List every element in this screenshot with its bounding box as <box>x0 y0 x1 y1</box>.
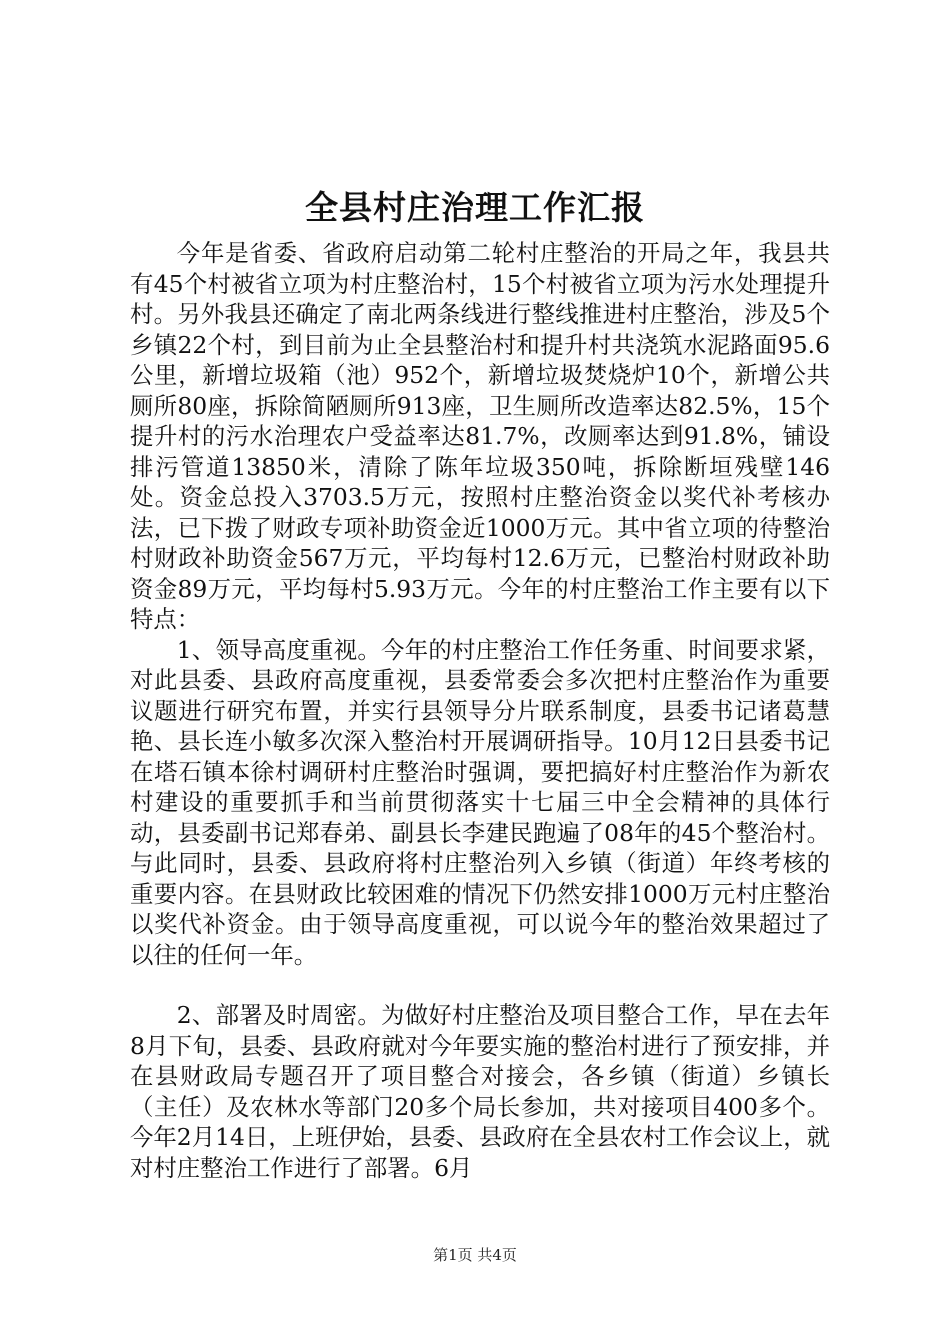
paragraph-intro: 今年是省委、省政府启动第二轮村庄整治的开局之年，我县共有45个村被省立项为村庄整治村，15个村被省立项为污水处理提升村。另外我县还确定了南北两条线进行整线推进村庄整治，涉及5个乡镇22个村，到目前为止全县整治村和提升村共浇筑水泥路面95.6公里，新增垃圾箱（池）952个，新增垃圾焚烧炉10个，新增公共厕所80座，拆除简陋厕所913座，卫生厕所改造率达82.5%，15个提升村的污水治理农户受益率达81.7%，改厕率达到91.8%，铺设排污管道13850米，清除了陈年垃圾350吨，拆除断垣残壁146处。资金总投入3703.5万元，按照村庄整治资金以奖代补考核办法，已下拨了财政专项补助资金近1000万元。其中省立项的待整治村财政补助资金567万元，平均每村12.6万元，已整治村财政补助资金89万元，平均每村5.93万元。今年的村庄整治工作主要有以下特点： <box>130 239 830 633</box>
paragraph-deployment: 2、部署及时周密。为做好村庄整治及项目整合工作，早在去年8月下旬，县委、县政府就对今年要实施的整治村进行了预安排，并在县财政局专题召开了项目整合对接会，各乡镇（街道）乡镇长（主任）及农林水等部门20多个局长参加，共对接项目400多个。今年2月14日，上班伊始，县委、县政府在全县农村工作会议上，就对村庄整治工作进行了部署。6月 <box>130 1001 830 1182</box>
paragraph-leadership: 1、领导高度重视。今年的村庄整治工作任务重、时间要求紧，对此县委、县政府高度重视，县委常委会多次把村庄整治作为重要议题进行研究布置，并实行县领导分片联系制度，县委书记诸葛慧艳、县长连小敏多次深入整治村开展调研指导。10月12日县委书记在塔石镇本徐村调研村庄整治时强调，要把搞好村庄整治作为新农村建设的重要抓手和当前贯彻落实十七届三中全会精神的具体行动，县委副书记郑春弟、副县长李建民跑遍了08年的45个整治村。与此同时，县委、县政府将村庄整治列入乡镇（街道）年终考核的重要内容。在县财政比较困难的情况下仍然安排1000万元村庄整治以奖代补资金。由于领导高度重视，可以说今年的整治效果超过了以往的任何一年。 <box>130 635 830 969</box>
document-body <box>130 238 830 1183</box>
page-footer: 第1页 共4页 <box>433 1246 517 1264</box>
document-title: 全县村庄治理工作汇报 <box>305 188 645 227</box>
